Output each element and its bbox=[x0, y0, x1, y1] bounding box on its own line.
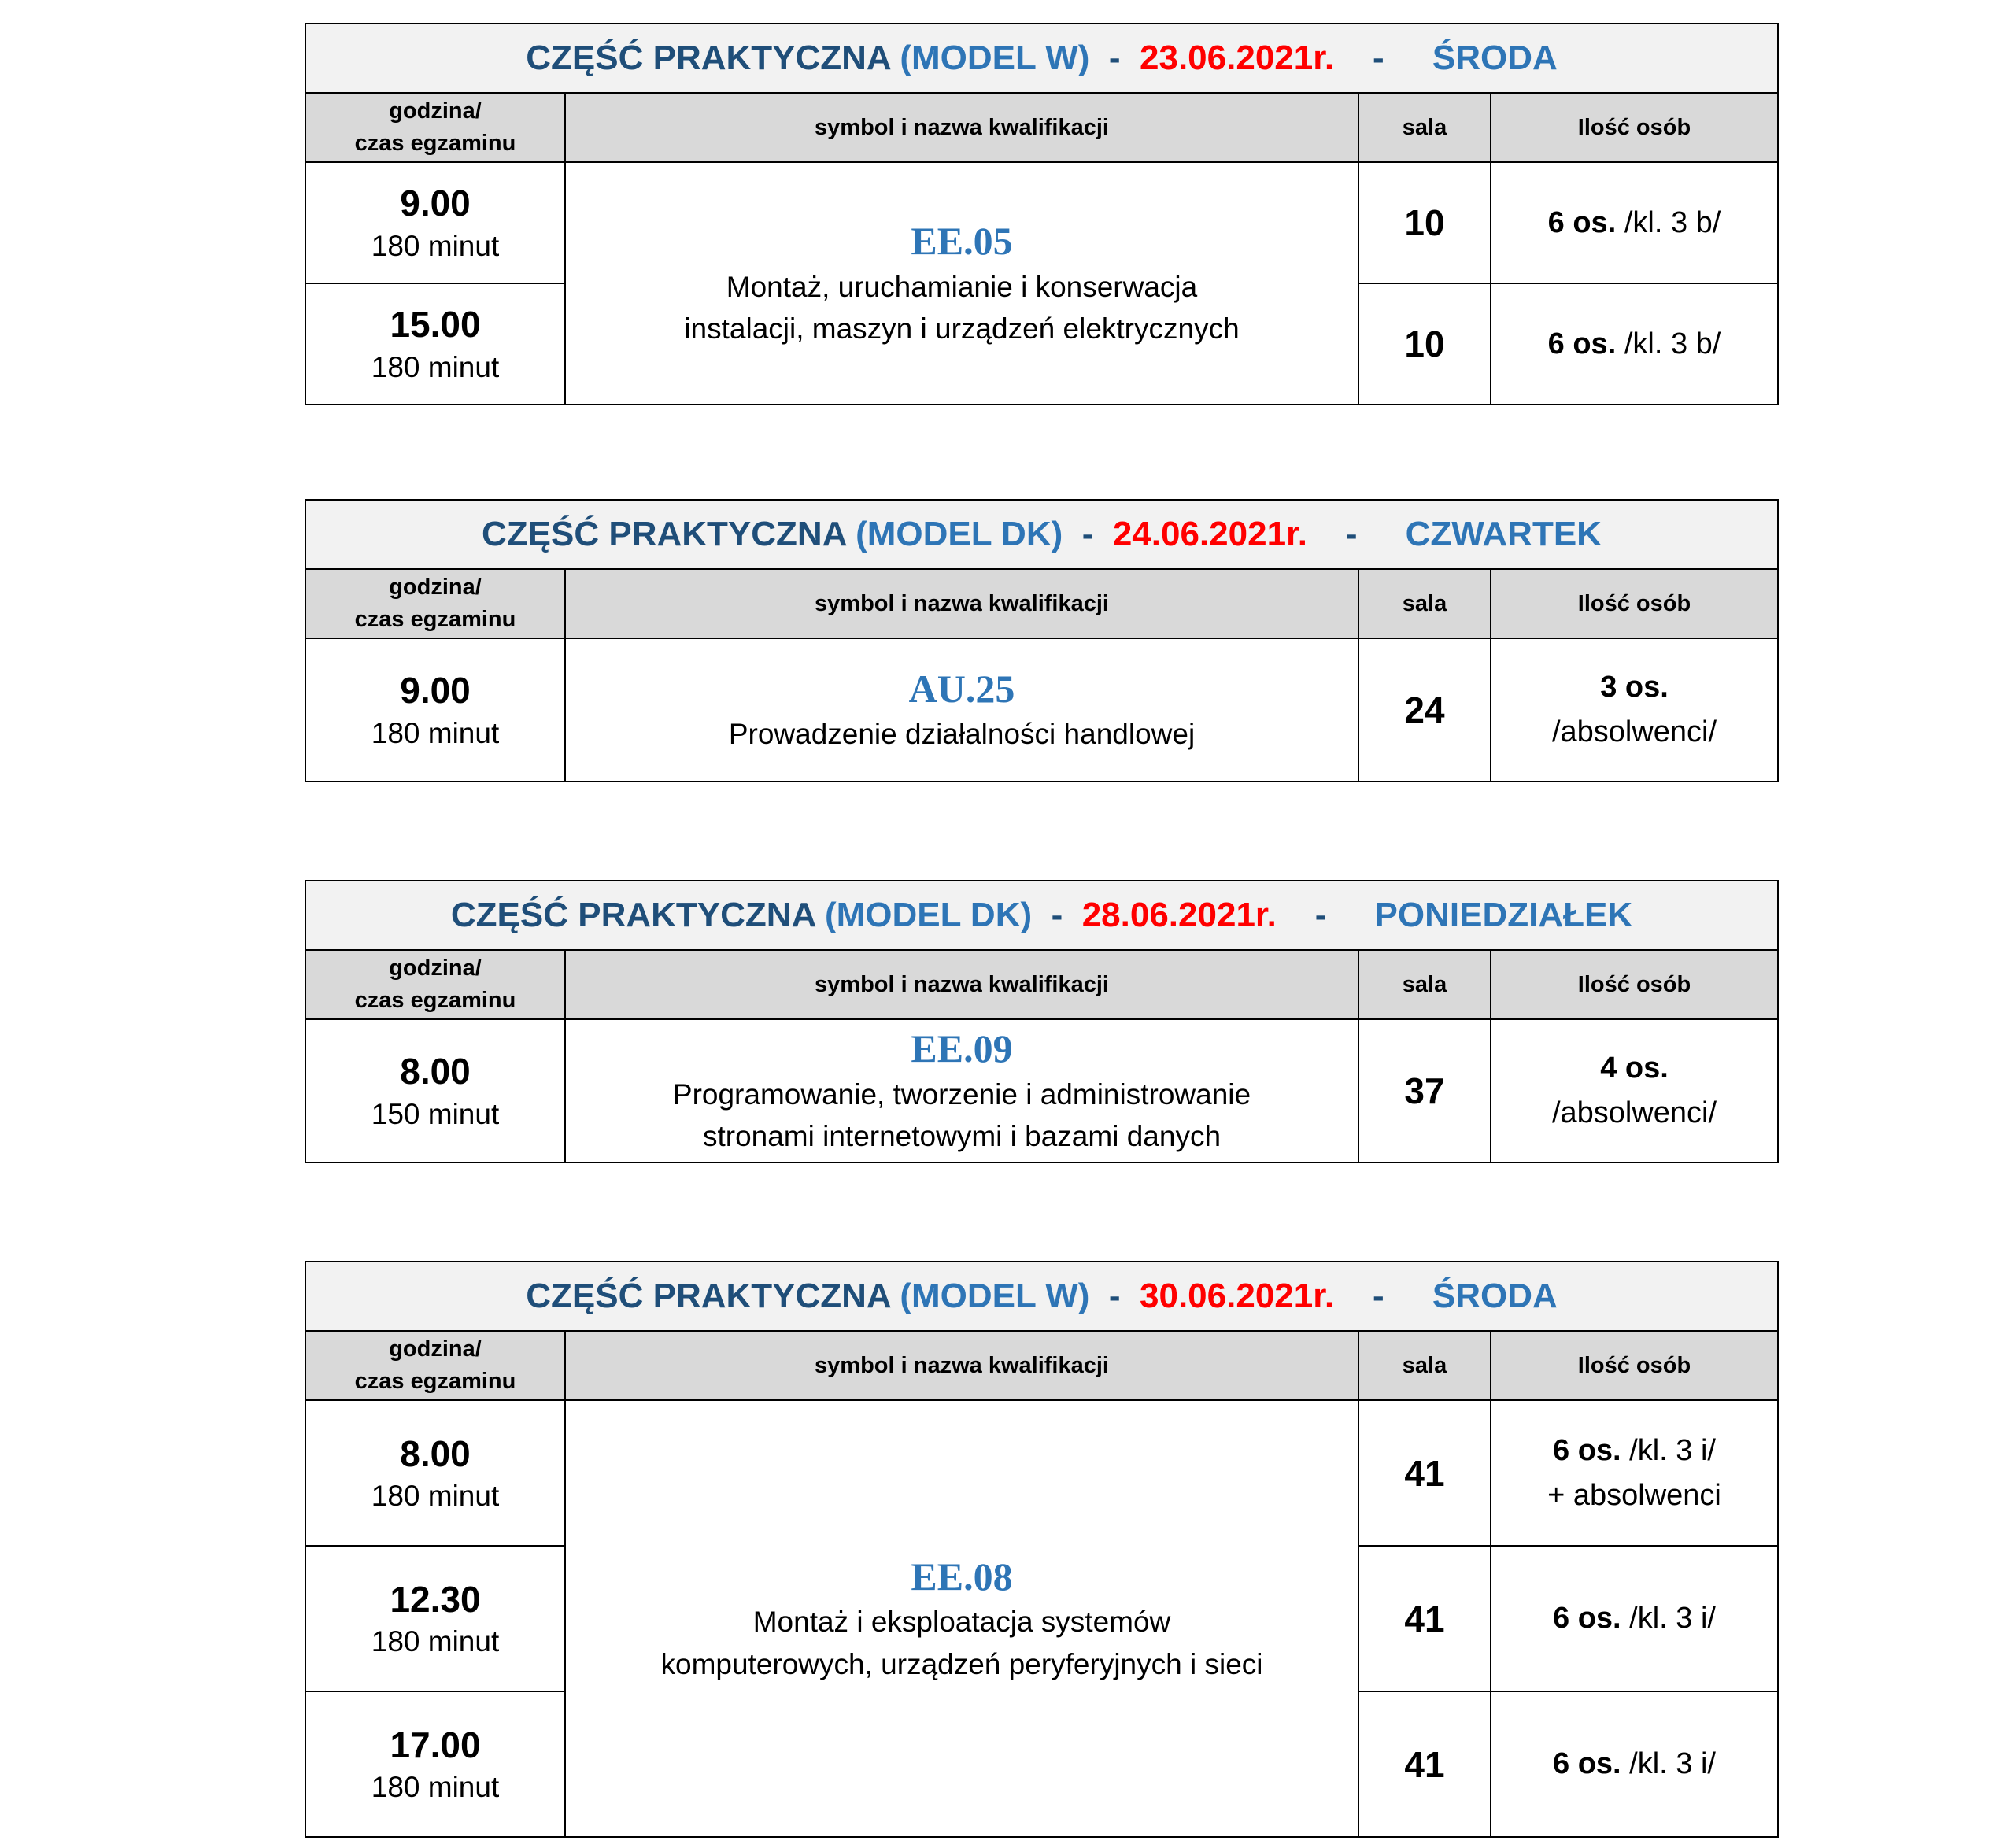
people-count: 6 os. /kl. 3 b/ bbox=[1491, 283, 1778, 405]
table-row: 8.00 180 minut EE.08 Montaż i eksploatacja systemów komputerowych, urządzeń peryferyjnych i sieci 41 6 os. /kl. 3 i/ + absolwenci bbox=[305, 1400, 1778, 1546]
table-row: 15.00 180 minut 10 6 os. /kl. 3 b/ bbox=[305, 283, 1778, 405]
header-qualification: symbol i nazwa kwalifikacji bbox=[565, 569, 1358, 638]
header-count: Ilość osób bbox=[1491, 93, 1778, 162]
header-room: sala bbox=[1358, 569, 1491, 638]
header-row bbox=[305, 569, 1778, 638]
header-count: Ilość osób bbox=[1491, 1331, 1778, 1400]
table-row: 8.00 150 minut EE.09 Programowanie, tworzenie i administrowanie stronami internetowymi i bazami danych 37 4 os. /absolwenci/ bbox=[305, 1019, 1778, 1162]
table-title: CZĘŚĆ PRAKTYCZNA (MODEL DK) - 24.06.2021r. - CZWARTEK bbox=[305, 500, 1778, 569]
qualification-cell bbox=[565, 638, 1358, 782]
qualification-code: EE.05 bbox=[911, 219, 1013, 264]
qualification-name: Prowadzenie działalności handlowej bbox=[728, 718, 1196, 751]
header-qualification: symbol i nazwa kwalifikacji bbox=[565, 93, 1358, 162]
people-count: 3 os. /absolwenci/ bbox=[1491, 638, 1778, 782]
qualification-code: AU.25 bbox=[908, 666, 1015, 711]
header-room: sala bbox=[1358, 93, 1491, 162]
table-title: CZĘŚĆ PRAKTYCZNA (MODEL W) - 30.06.2021r. - ŚRODA bbox=[305, 1262, 1778, 1331]
header-time: godzina/ czas egzaminu bbox=[305, 1331, 565, 1400]
room-number: 41 bbox=[1358, 1546, 1491, 1691]
qualification-code: EE.09 bbox=[911, 1026, 1013, 1071]
room-number: 10 bbox=[1358, 162, 1491, 283]
qualification-name: Montaż i eksploatacja systemów komputerowych, urządzeń peryferyjnych i sieci bbox=[660, 1606, 1263, 1680]
room-number: 41 bbox=[1358, 1400, 1491, 1546]
table-row: 9.00 180 minut AU.25 Prowadzenie działalności handlowej 24 3 os. /absolwenci/ bbox=[305, 638, 1778, 782]
people-count: 6 os. /kl. 3 b/ bbox=[1491, 162, 1778, 283]
people-count: 6 os. /kl. 3 i/ bbox=[1491, 1691, 1778, 1837]
exam-table-2 bbox=[305, 499, 1779, 782]
header-count: Ilość osób bbox=[1491, 569, 1778, 638]
header-time: godzina/ czas egzaminu bbox=[305, 569, 565, 638]
room-number: 10 bbox=[1358, 283, 1491, 405]
qualification-cell bbox=[565, 1400, 1358, 1837]
exam-table-3 bbox=[305, 880, 1779, 1163]
header-row bbox=[305, 1331, 1778, 1400]
table-title: CZĘŚĆ PRAKTYCZNA (MODEL W) - 23.06.2021r. - ŚRODA bbox=[305, 24, 1778, 93]
header-time: godzina/ czas egzaminu bbox=[305, 950, 565, 1019]
exam-table-4 bbox=[305, 1261, 1779, 1838]
table-row: 17.00 180 minut 41 6 os. /kl. 3 i/ bbox=[305, 1691, 1778, 1837]
room-number: 24 bbox=[1358, 638, 1491, 782]
room-number: 41 bbox=[1358, 1691, 1491, 1837]
people-count: 6 os. /kl. 3 i/ bbox=[1491, 1546, 1778, 1691]
qualification-code: EE.08 bbox=[911, 1554, 1013, 1599]
header-room: sala bbox=[1358, 950, 1491, 1019]
qualification-name: Programowanie, tworzenie i administrowanie stronami internetowymi i bazami danych bbox=[672, 1077, 1251, 1153]
table-row: 9.00 180 minut EE.05 Montaż, uruchamianie i konserwacja instalacji, maszyn i urządzeń elektrycznych 10 6 os. /kl. 3 b/ bbox=[305, 162, 1778, 283]
header-qualification: symbol i nazwa kwalifikacji bbox=[565, 950, 1358, 1019]
exam-table-1 bbox=[305, 23, 1779, 405]
header-time: godzina/ czas egzaminu bbox=[305, 93, 565, 162]
header-count: Ilość osób bbox=[1491, 950, 1778, 1019]
header-qualification: symbol i nazwa kwalifikacji bbox=[565, 1331, 1358, 1400]
room-number: 37 bbox=[1358, 1019, 1491, 1162]
people-count: 4 os. /absolwenci/ bbox=[1491, 1019, 1778, 1162]
qualification-cell bbox=[565, 1019, 1358, 1162]
header-room: sala bbox=[1358, 1331, 1491, 1400]
header-row bbox=[305, 950, 1778, 1019]
people-count: 6 os. /kl. 3 i/ + absolwenci bbox=[1491, 1400, 1778, 1546]
table-row: 12.30 180 minut 41 6 os. /kl. 3 i/ bbox=[305, 1546, 1778, 1691]
header-row bbox=[305, 93, 1778, 162]
table-title: CZĘŚĆ PRAKTYCZNA (MODEL DK) - 28.06.2021r. - PONIEDZIAŁEK bbox=[305, 881, 1778, 950]
qualification-cell bbox=[565, 162, 1358, 405]
qualification-name: Montaż, uruchamianie i konserwacja instalacji, maszyn i urządzeń elektrycznych bbox=[684, 270, 1240, 346]
